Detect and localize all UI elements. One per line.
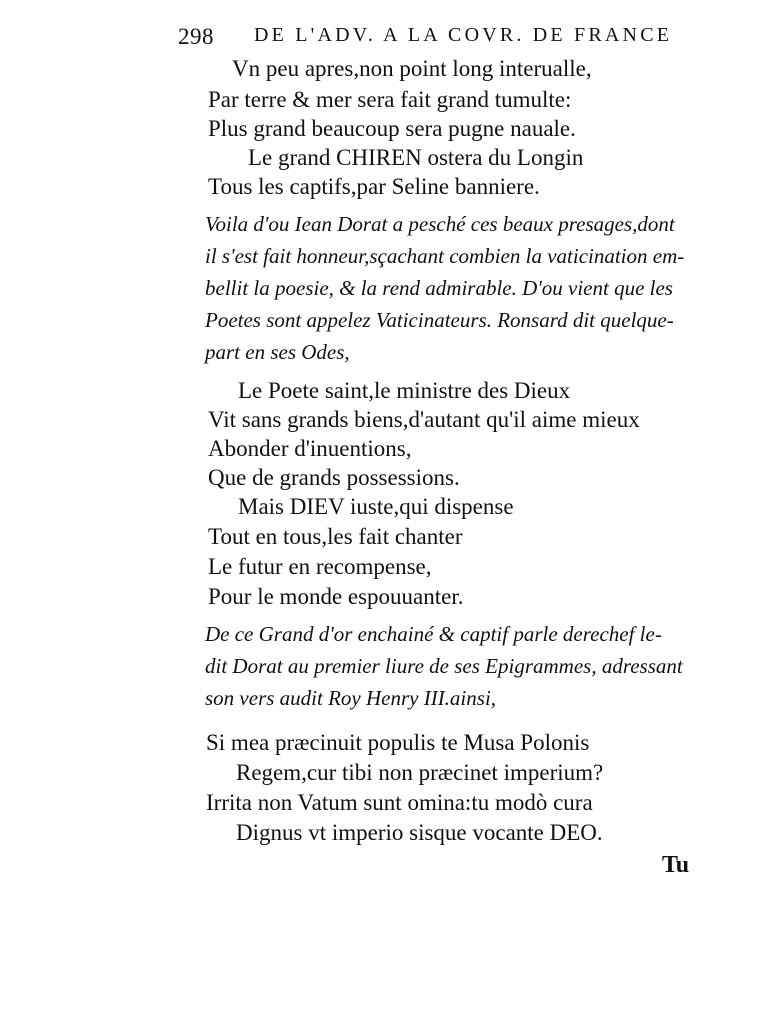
verse-line: Le grand CHIREN ostera du Longin	[248, 145, 584, 170]
page-header	[178, 24, 673, 54]
prose-line: bellit la poesie, & la rend admirable. D'ou vient que les	[205, 276, 673, 300]
prose-line: Poetes sont appelez Vaticinateurs. Ronsard dit quelque-	[205, 308, 674, 332]
prose-line: il s'est fait honneur,sçachant combien la vaticination em-	[205, 244, 685, 268]
verse-line: Vn peu apres,non point long interualle,	[232, 56, 592, 81]
verse-line: Regem,cur tibi non præcinet imperium?	[236, 760, 604, 785]
verse-line: Mais DIEV iuste,qui dispense	[238, 494, 514, 519]
verse-line: Le Poete saint,le ministre des Dieux	[238, 378, 571, 403]
page-number: 298	[178, 24, 214, 49]
verse-line: Que de grands possessions.	[208, 465, 460, 490]
prose-line: dit Dorat au premier liure de ses Epigrammes, adressant	[205, 654, 683, 678]
verse-line: Dignus vt imperio sisque vocante DEO.	[236, 820, 603, 845]
prose-line: part en ses Odes,	[205, 340, 350, 364]
verse-line: Par terre & mer sera fait grand tumulte:	[208, 87, 572, 112]
verse-line: Tous les captifs,par Seline banniere.	[208, 174, 540, 199]
verse-line: Si mea præcinuit populis te Musa Polonis	[206, 730, 590, 755]
verse-line: Abonder d'inuentions,	[208, 436, 412, 461]
prose-line: son vers audit Roy Henry III.ainsi,	[205, 686, 497, 710]
running-head: DE L'ADV. A LA COVR. DE FRANCE	[254, 24, 673, 46]
verse-line: Vit sans grands biens,d'autant qu'il aime mieux	[208, 407, 640, 432]
catchword: Tu	[662, 852, 690, 878]
verse-line: Le futur en recompense,	[208, 554, 432, 579]
verse-line: Pour le monde espouuanter.	[208, 584, 464, 609]
verse-line: Plus grand beaucoup sera pugne nauale.	[208, 116, 576, 141]
verse-line: Tout en tous,les fait chanter	[208, 524, 463, 549]
prose-line: Voila d'ou Iean Dorat a pesché ces beaux presages,dont	[205, 212, 675, 236]
verse-line: Irrita non Vatum sunt omina:tu modò cura	[206, 790, 593, 815]
prose-line: De ce Grand d'or enchainé & captif parle derechef le-	[205, 622, 662, 646]
